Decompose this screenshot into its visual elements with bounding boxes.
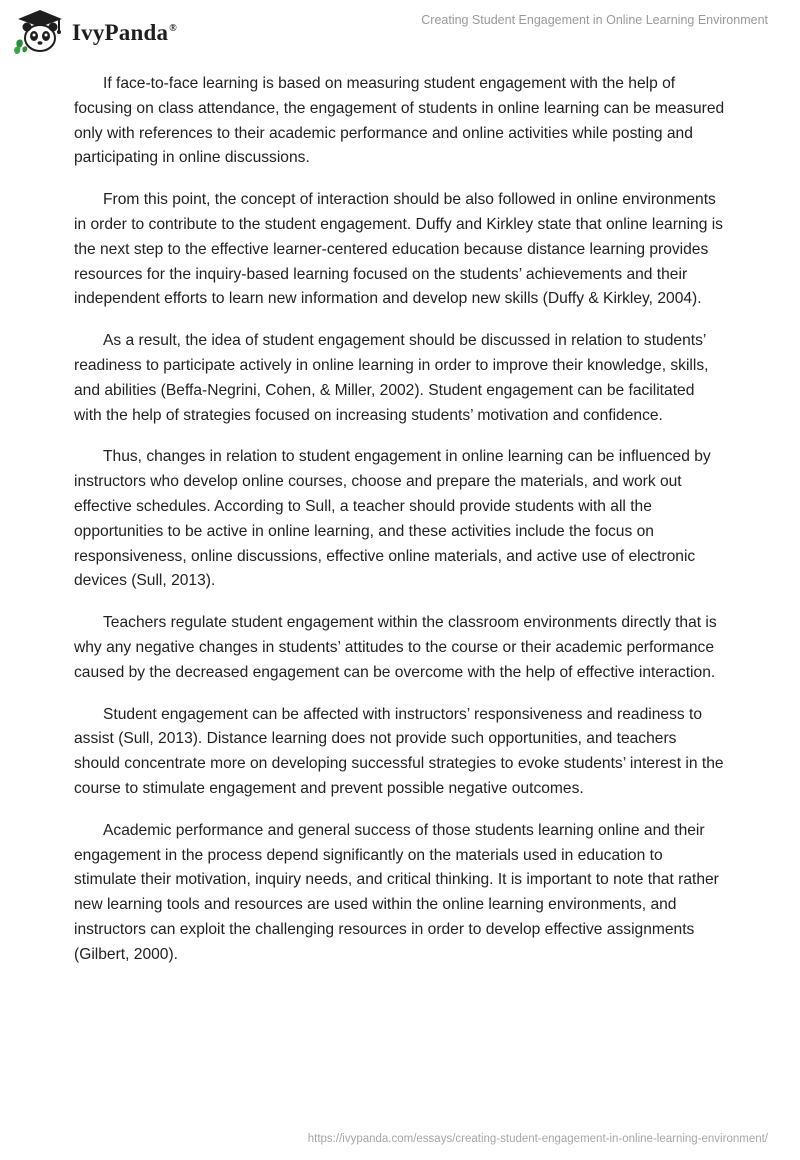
paragraph: If face-to-face learning is based on measuring student engagement with the help of focusing on class attendance, the engagement of students in online learning can be measured only with references to their academic performance and online activities while posting and participating in online discussions. bbox=[74, 75, 725, 167]
registered-mark: ® bbox=[169, 23, 177, 35]
essay-body bbox=[74, 72, 726, 985]
paragraph: From this point, the concept of interaction should be also followed in online environments in order to contribute to the student engagement. Duffy and Kirkley state that online learning is the next step to the effective learner-centered education because distance learning provides resources for the inquiry-based learning focused on the students’ achievements and their independent efforts to learn new information and develop new skills (Duffy & Kirkley, 2004). bbox=[74, 191, 723, 308]
logo-name: IvyPanda bbox=[72, 20, 169, 45]
source-url-link[interactable]: https://ivypanda.com/essays/creating-student-engagement-in-online-learning-environment/ bbox=[307, 1133, 768, 1145]
logo-wordmark bbox=[72, 20, 177, 46]
panda-logo-icon bbox=[12, 8, 68, 56]
document-title: Creating Student Engagement in Online Learning Environment bbox=[421, 13, 768, 27]
paragraph: Student engagement can be affected with instructors’ responsiveness and readiness to assist (Sull, 2013). Distance learning does not provide such opportunities, and teachers should concentrate more on developing successful strategies to evoke students’ interest in the course to stimulate engagement and prevent possible negative outcomes. bbox=[74, 705, 724, 797]
paragraph: As a result, the idea of student engagement should be discussed in relation to students’ readiness to participate actively in online learning in order to improve their knowledge, skills, and abilities (Beffa-Negrini, Cohen, & Miller, 2002). Student engagement can be facilitated with the help of strategies focused on increasing students’ motivation and confidence. bbox=[74, 332, 709, 424]
page-header bbox=[0, 0, 800, 62]
paragraph: Thus, changes in relation to student engagement in online learning can be influenced by instructors who develop online courses, choose and prepare the materials, and work out effective schedules. According to Sull, a teacher should provide students with all the opportunities to be active in online learning, and these activities include the focus on responsiveness, online discussions, effective online materials, and active use of electronic devices (Sull, 2013). bbox=[74, 448, 711, 590]
ivypanda-logo[interactable] bbox=[12, 8, 177, 56]
paragraph: Teachers regulate student engagement within the classroom environments directly that is why any negative changes in students’ attitudes to the course or their academic performance caused by the decreased engagement can be overcome with the help of effective interaction. bbox=[74, 614, 717, 681]
paragraph: Academic performance and general success of those students learning online and their engagement in the process depend significantly on the materials used in education to stimulate their motivation, inquiry needs, and critical thinking. It is important to note that rather new learning tools and resources are used within the online learning environments, and instructors can exploit the challenging resources in order to develop effective assignments (Gilbert, 2000). bbox=[74, 821, 719, 963]
